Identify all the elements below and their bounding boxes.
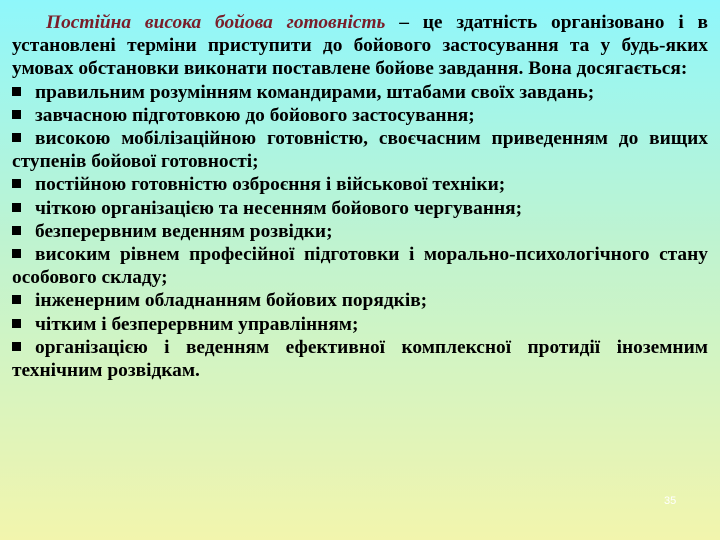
bullet-item: [12, 127, 708, 173]
square-bullet-icon: [12, 342, 21, 351]
square-bullet-icon: [12, 179, 21, 188]
bullet-item: [12, 289, 708, 312]
bullet-item: [12, 313, 708, 336]
bullet-text: постійною готовністю озброєння і військової техніки;: [35, 174, 506, 196]
bullet-item: [12, 220, 708, 243]
bullet-item: [12, 173, 708, 196]
intro-paragraph: [12, 11, 708, 81]
square-bullet-icon: [12, 226, 21, 235]
bullet-text: чіткою організацією та несенням бойового чергування;: [35, 197, 523, 219]
bullet-text: безперервним веденням розвідки;: [35, 220, 333, 242]
square-bullet-icon: [12, 295, 21, 304]
definition-text: – це здатність організовано і в установлені терміни приступити до бойового застосування та у будь-яких умовах обстановки виконати поставлене бойове завдання. Вона досягається:: [12, 12, 708, 80]
bullet-text: завчасною підготовкою до бойового застосування;: [35, 104, 475, 126]
square-bullet-icon: [12, 249, 21, 258]
bullet-item: [12, 81, 708, 104]
bullet-text: чітким і безперервним управлінням;: [35, 313, 359, 335]
slide-content: [12, 11, 708, 382]
square-bullet-icon: [12, 87, 21, 96]
slide-number: 35: [664, 495, 677, 507]
square-bullet-icon: [12, 203, 21, 212]
bullet-text: високим рівнем професійної підготовки і морально-психологічного стану особового складу;: [12, 244, 708, 289]
square-bullet-icon: [12, 319, 21, 328]
bullet-item: [12, 243, 708, 289]
bullet-text: високою мобілізаційною готовністю, своєчасним приведенням до вищих ступенів бойової готовності;: [12, 128, 708, 173]
definition-term: Постійна висока бойова готовність: [46, 12, 386, 33]
bullet-item: [12, 104, 708, 127]
square-bullet-icon: [12, 110, 21, 119]
bullet-text: правильним розумінням командирами, штабами своїх завдань;: [35, 81, 595, 103]
bullet-item: [12, 336, 708, 382]
square-bullet-icon: [12, 133, 21, 142]
bullet-text: інженерним обладнанням бойових порядків;: [35, 290, 428, 312]
bullet-text: організацією і веденням ефективної комплексної протидії іноземним технічним розвідкам.: [12, 336, 708, 382]
bullet-item: [12, 197, 708, 220]
